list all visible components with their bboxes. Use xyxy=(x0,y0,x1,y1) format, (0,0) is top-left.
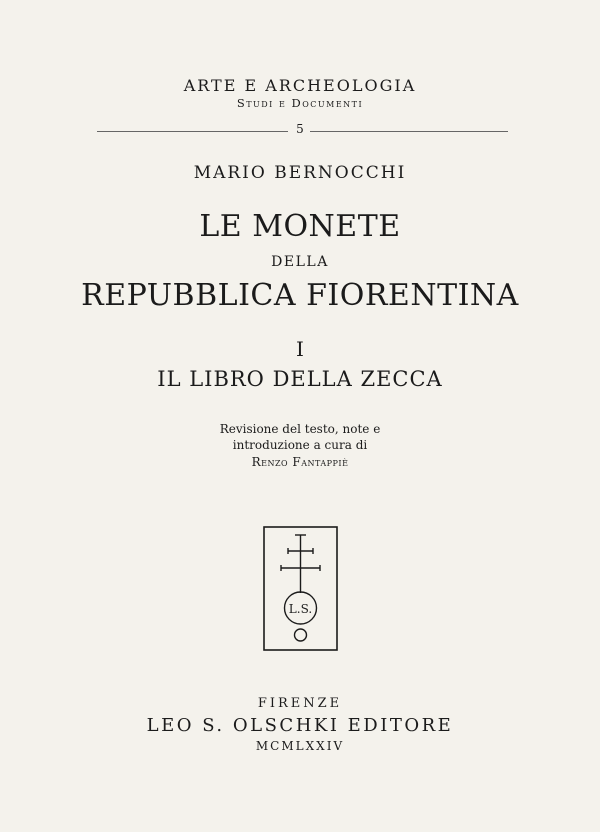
series-number: 5 xyxy=(296,122,304,136)
divider-right xyxy=(310,131,508,132)
imprint-year: MCMLXXIV xyxy=(255,739,345,753)
editor-credit-line2: introduzione a cura di xyxy=(232,438,368,452)
editor-credit-line1: Revisione del testo, note e xyxy=(219,422,381,436)
book-title-line3: REPUBBLICA FIORENTINA xyxy=(81,278,519,313)
publisher-mark xyxy=(263,526,338,651)
series-subtitle: Studi e Documenti xyxy=(236,96,364,110)
imprint-publisher: LEO S. OLSCHKI EDITORE xyxy=(146,715,454,736)
cross-emblem-icon xyxy=(281,535,320,641)
editor-name: Renzo Fantappiè xyxy=(251,455,349,469)
volume-number: I xyxy=(296,337,304,361)
book-title-line1: LE MONETE xyxy=(199,209,401,244)
series-title: ARTE E ARCHEOLOGIA xyxy=(183,76,417,95)
author-name: MARIO BERNOCCHI xyxy=(193,163,407,183)
volume-title: IL LIBRO DELLA ZECCA xyxy=(157,367,443,391)
mark-initials: L.S. xyxy=(288,602,313,616)
book-title-line2: DELLA xyxy=(271,254,329,270)
imprint-city: FIRENZE xyxy=(257,696,343,711)
